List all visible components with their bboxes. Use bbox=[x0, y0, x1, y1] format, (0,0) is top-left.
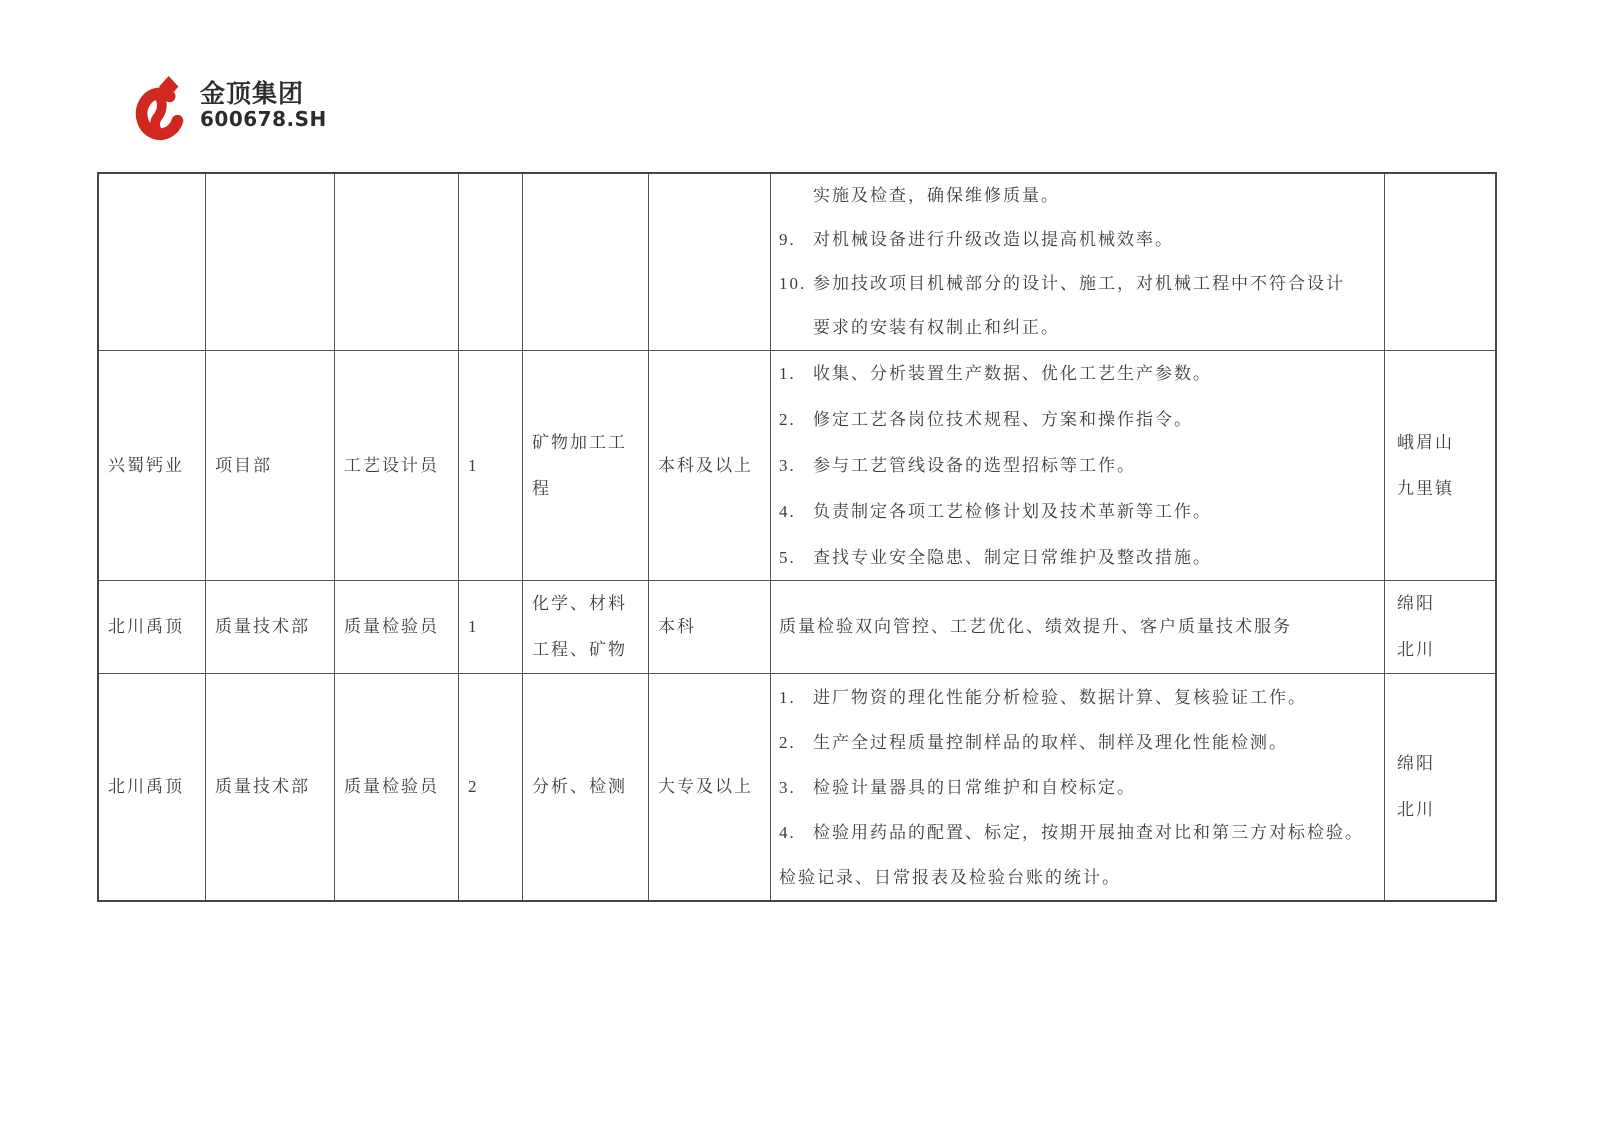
department-value: 质量技术部 bbox=[215, 617, 310, 636]
duty-line bbox=[779, 218, 1382, 262]
duty-text: 参加技改项目机械部分的设计、施工，对机械工程中不符合设计 bbox=[813, 274, 1345, 293]
cell-position bbox=[335, 174, 459, 351]
headcount-value: 2 bbox=[468, 777, 479, 796]
headcount-value: 1 bbox=[468, 455, 479, 475]
duty-text: 生产全过程质量控制样品的取样、制样及理化性能检测。 bbox=[813, 732, 1288, 752]
cell-location bbox=[1385, 174, 1495, 351]
cell-headcount bbox=[459, 581, 523, 674]
cell-department bbox=[206, 581, 335, 674]
major-value: 化学、材料工程、矿物 bbox=[532, 594, 627, 659]
headcount-value: 1 bbox=[468, 617, 479, 636]
duty-line bbox=[779, 765, 1382, 810]
duty-text: 检验用药品的配置、标定，按期开展抽查对比和第三方对标检验。 bbox=[813, 822, 1364, 842]
logo-text-block bbox=[200, 74, 327, 131]
cell-major bbox=[523, 351, 649, 581]
cell-location bbox=[1385, 581, 1495, 674]
cell-major bbox=[523, 674, 649, 900]
location-line: 九里镇 bbox=[1397, 478, 1454, 498]
duty-line bbox=[779, 855, 1382, 900]
duty-number: 9. bbox=[779, 230, 796, 249]
cell-duties bbox=[771, 351, 1385, 581]
company-logo bbox=[128, 74, 327, 144]
department-value: 项目部 bbox=[215, 455, 272, 475]
cell-education bbox=[649, 581, 771, 674]
company-name: 金顶集团 bbox=[200, 79, 305, 108]
duty-text: 对机械设备进行升级改造以提高机械效率。 bbox=[813, 230, 1174, 249]
duty-line bbox=[779, 351, 1382, 397]
duty-line bbox=[779, 810, 1382, 855]
major-value: 分析、检测 bbox=[532, 777, 627, 796]
cell-company bbox=[99, 674, 206, 900]
position-value: 工艺设计员 bbox=[344, 455, 439, 475]
duty-line bbox=[779, 675, 1382, 720]
company-value: 北川禹顶 bbox=[108, 617, 184, 636]
duty-number: 4. bbox=[779, 822, 796, 842]
cell-company bbox=[99, 581, 206, 674]
duty-number bbox=[779, 174, 813, 218]
cell-position bbox=[335, 581, 459, 674]
duty-text: 要求的安装有权制止和纠正。 bbox=[813, 318, 1060, 337]
position-value: 质量检验员 bbox=[344, 617, 439, 636]
location-line: 北川 bbox=[1397, 640, 1435, 659]
duty-number: 5. bbox=[779, 547, 796, 567]
cell-duties bbox=[771, 674, 1385, 900]
cell-department bbox=[206, 674, 335, 900]
location-line: 绵阳 bbox=[1397, 594, 1435, 613]
cell-headcount bbox=[459, 674, 523, 900]
duty-text: 查找专业安全隐患、制定日常维护及整改措施。 bbox=[813, 547, 1212, 567]
major-value: 矿物加工工程 bbox=[532, 432, 627, 498]
duty-number bbox=[779, 306, 813, 350]
duty-line bbox=[779, 174, 1382, 218]
duty-number: 2. bbox=[779, 732, 796, 752]
cell-headcount bbox=[459, 174, 523, 351]
cell-duties bbox=[771, 174, 1385, 351]
education-value: 本科 bbox=[658, 617, 696, 636]
location-line: 北川 bbox=[1397, 800, 1435, 819]
cell-location bbox=[1385, 351, 1495, 581]
duty-text: 参与工艺管线设备的选型招标等工作。 bbox=[813, 455, 1136, 475]
duty-line bbox=[779, 720, 1382, 765]
company-value: 兴蜀钙业 bbox=[108, 455, 184, 475]
duty-number: 2. bbox=[779, 409, 796, 429]
duty-line bbox=[779, 397, 1382, 443]
duty-text: 收集、分析装置生产数据、优化工艺生产参数。 bbox=[813, 363, 1212, 383]
position-value: 质量检验员 bbox=[344, 777, 439, 796]
recruitment-table bbox=[97, 172, 1497, 902]
department-value: 质量技术部 bbox=[215, 777, 310, 796]
education-value: 大专及以上 bbox=[658, 777, 753, 796]
duty-line bbox=[779, 489, 1382, 535]
jinding-logo-icon bbox=[128, 74, 190, 144]
location-line: 峨眉山 bbox=[1397, 432, 1454, 452]
duty-number: 4. bbox=[779, 501, 796, 521]
duty-text: 质量检验双向管控、工艺优化、绩效提升、客户质量技术服务 bbox=[779, 617, 1292, 636]
duty-text: 实施及检查，确保维修质量。 bbox=[813, 186, 1060, 205]
cell-duties bbox=[771, 581, 1385, 674]
cell-education bbox=[649, 674, 771, 900]
cell-education bbox=[649, 174, 771, 351]
cell-major bbox=[523, 581, 649, 674]
company-value: 北川禹顶 bbox=[108, 777, 184, 796]
duty-text: 修定工艺各岗位技术规程、方案和操作指令。 bbox=[813, 409, 1193, 429]
cell-position bbox=[335, 351, 459, 581]
duty-text: 进厂物资的理化性能分析检验、数据计算、复核验证工作。 bbox=[813, 687, 1307, 707]
duty-line bbox=[779, 306, 1382, 350]
cell-major bbox=[523, 174, 649, 351]
duty-line bbox=[779, 443, 1382, 489]
duty-line bbox=[779, 535, 1382, 581]
cell-headcount bbox=[459, 351, 523, 581]
cell-company bbox=[99, 174, 206, 351]
cell-department bbox=[206, 174, 335, 351]
duty-number: 10. bbox=[779, 274, 807, 293]
duty-number: 3. bbox=[779, 455, 796, 475]
stock-code: 600678.SH bbox=[200, 107, 327, 131]
duty-number: 1. bbox=[779, 687, 796, 707]
cell-education bbox=[649, 351, 771, 581]
duty-text: 检验记录、日常报表及检验台账的统计。 bbox=[779, 867, 1121, 887]
duty-text: 检验计量器具的日常维护和自校标定。 bbox=[813, 777, 1136, 797]
duty-number: 1. bbox=[779, 363, 796, 383]
cell-department bbox=[206, 351, 335, 581]
cell-location bbox=[1385, 674, 1495, 900]
education-value: 本科及以上 bbox=[658, 455, 753, 475]
location-line: 绵阳 bbox=[1397, 754, 1435, 773]
duty-text: 负责制定各项工艺检修计划及技术革新等工作。 bbox=[813, 501, 1212, 521]
duty-number: 3. bbox=[779, 777, 796, 797]
cell-position bbox=[335, 674, 459, 900]
duty-line bbox=[779, 262, 1382, 306]
cell-company bbox=[99, 351, 206, 581]
